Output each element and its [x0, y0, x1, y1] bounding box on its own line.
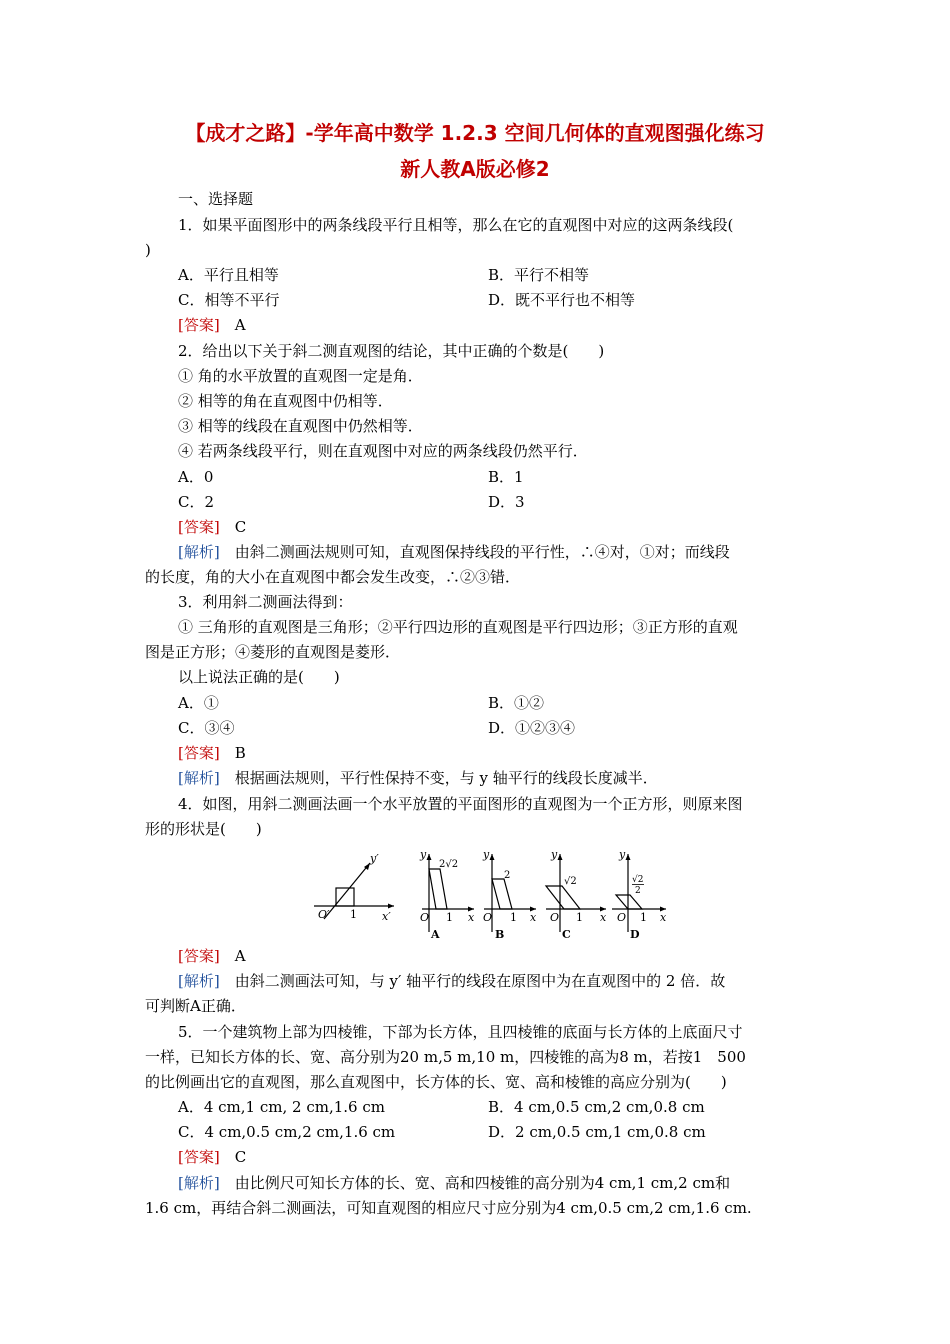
- q2-option-c: C．2: [178, 493, 215, 511]
- c-length-label: √2: [564, 876, 577, 887]
- q5-answer: [178, 1146, 246, 1168]
- q3-option-c: C．③④: [178, 719, 235, 737]
- q3-answer-value: B: [234, 744, 246, 762]
- q5-option-d: D．2 cm,0.5 cm,1 cm,0.8 cm: [488, 1123, 706, 1141]
- q5-option-c: C．4 cm,0.5 cm,2 cm,1.6 cm: [178, 1123, 396, 1141]
- q4-answer-value: A: [234, 947, 246, 965]
- q3-ask: 以上说法正确的是( ): [178, 668, 340, 686]
- page-title: 【成才之路】-学年高中数学 1.2.3 空间几何体的直观图强化练习: [185, 121, 765, 145]
- q1-answer: [178, 314, 246, 336]
- q5-option-a: A．4 cm,1 cm, 2 cm,1.6 cm: [178, 1098, 385, 1116]
- b-y-label: y: [483, 848, 490, 861]
- caption-d: D: [630, 928, 640, 941]
- q2-option-d: D．3: [488, 493, 525, 511]
- q4-answer: [178, 945, 246, 967]
- c-y-arrow: [558, 854, 563, 860]
- q2-answer-value: C: [234, 518, 247, 536]
- answer-label: [答案]: [178, 744, 220, 762]
- q5-answer-value: C: [234, 1148, 247, 1166]
- a-parallelogram: [429, 869, 447, 909]
- q2-analysis: [178, 541, 730, 563]
- q5-stem: 5．一个建筑物上部为四棱锥，下部为长方体，且四棱锥的底面与长方体的上底面尺寸: [178, 1023, 743, 1041]
- a-y-label: y: [420, 848, 427, 861]
- q2-analysis-text: 由斜二测画法规则可知，直观图保持线段的平行性，∴④对，①对；而线段: [234, 543, 730, 561]
- a-one-label: 1: [446, 911, 453, 924]
- d-parallelogram: [616, 895, 642, 909]
- q5-stem-cont: 一样，已知长方体的长、宽、高分别为20 m,5 m,10 m，四棱锥的高为8 m，若按1 500: [145, 1048, 746, 1066]
- b-length-label: 2: [504, 870, 511, 881]
- q3-answer: [178, 742, 246, 764]
- q1-stem-cont: ): [145, 241, 151, 259]
- b-one-label: 1: [510, 911, 517, 924]
- q1-option-c: C．相等不平行: [178, 291, 280, 309]
- answer-label: [答案]: [178, 947, 220, 965]
- d-origin-label: O: [617, 911, 627, 924]
- q1-option-b: B．平行不相等: [488, 266, 590, 284]
- page-subtitle: 新人教A版必修2: [400, 157, 550, 181]
- b-x-label: x: [530, 911, 537, 924]
- b-y-arrow: [490, 854, 495, 860]
- main-x-label: x′: [382, 910, 391, 923]
- b-parallelogram: [492, 879, 512, 909]
- q2-option-b: B．1: [488, 468, 524, 486]
- section-heading: 一、选择题: [178, 190, 254, 208]
- a-length-label: 2√2: [439, 859, 459, 870]
- d-one-label: 1: [640, 911, 647, 924]
- q1-stem: 1．如果平面图形中的两条线段平行且相等，那么在它的直观图中对应的这两条线段(: [178, 216, 734, 234]
- answer-label: [答案]: [178, 1148, 220, 1166]
- c-one-label: 1: [576, 911, 583, 924]
- q2-stem: 2．给出以下关于斜二测直观图的结论，其中正确的个数是( ): [178, 342, 605, 360]
- q2-statement-2: ② 相等的角在直观图中仍相等．: [178, 392, 393, 410]
- c-parallelogram: [546, 886, 580, 909]
- answer-label: [答案]: [178, 518, 220, 536]
- d-x-label: x: [660, 911, 667, 924]
- q3-option-a: A．①: [178, 694, 219, 712]
- main-square: [336, 888, 354, 906]
- d-length-denominator: 2: [635, 886, 641, 896]
- b-origin-label: O: [483, 911, 493, 924]
- q5-analysis-cont: 1.6 cm，再结合斜二测画法，可知直观图的相应尺寸应分别为4 cm,0.5 cm,2 cm,1.6 cm.: [145, 1199, 752, 1217]
- q4-analysis-text: 由斜二测画法可知，与 y′ 轴平行的线段在原图中为在直观图中的 2 倍．故: [234, 972, 726, 990]
- q3-option-d: D．①②③④: [488, 719, 576, 737]
- analysis-label: [解析]: [178, 972, 220, 990]
- q5-stem-cont2: 的比例画出它的直观图，那么直观图中，长方体的长、宽、高和棱锥的高应分别为( ): [145, 1073, 727, 1091]
- q4-stem-cont: 形的形状是( ): [145, 820, 262, 838]
- analysis-label: [解析]: [178, 543, 220, 561]
- q4-analysis-cont: 可判断A正确．: [145, 997, 246, 1015]
- analysis-label: [解析]: [178, 1174, 220, 1192]
- analysis-label: [解析]: [178, 769, 220, 787]
- caption-c: C: [562, 928, 571, 941]
- q3-statements: ① 三角形的直观图是三角形；②平行四边形的直观图是平行四边形；③正方形的直观: [178, 618, 738, 636]
- d-y-arrow: [626, 854, 631, 860]
- q1-option-a: A．平行且相等: [178, 266, 279, 284]
- q3-stem: 3．利用斜二测画法得到：: [178, 593, 353, 611]
- caption-b: B: [495, 928, 505, 941]
- q3-statements-cont: 图是正方形；④菱形的直观图是菱形．: [145, 643, 401, 661]
- a-origin-label: O: [420, 911, 430, 924]
- main-origin-label: O′: [318, 908, 330, 921]
- q2-statement-1: ① 角的水平放置的直观图一定是角．: [178, 367, 423, 385]
- q5-analysis: [178, 1172, 730, 1194]
- q4-stem: 4．如图，用斜二测画法画一个水平放置的平面图形的直观图为一个正方形，则原来图: [178, 795, 743, 813]
- main-x-arrow: [388, 904, 394, 909]
- q3-analysis: [178, 767, 658, 789]
- c-origin-label: O: [550, 911, 560, 924]
- q1-option-d: D．既不平行也不相等: [488, 291, 636, 309]
- main-y-label: y′: [370, 852, 379, 865]
- answer-label: [答案]: [178, 316, 220, 334]
- q5-option-b: B．4 cm,0.5 cm,2 cm,0.8 cm: [488, 1098, 705, 1116]
- d-y-label: y: [619, 848, 626, 861]
- q2-statement-3: ③ 相等的线段在直观图中仍然相等．: [178, 417, 423, 435]
- q2-option-a: A．0: [178, 468, 214, 486]
- a-x-label: x: [468, 911, 475, 924]
- main-one-label: 1: [350, 908, 357, 921]
- q3-analysis-text: 根据画法规则，平行性保持不变，与 y 轴平行的线段长度减半．: [234, 769, 658, 787]
- c-y-label: y: [551, 848, 558, 861]
- q2-analysis-cont: 的长度，角的大小在直观图中都会发生改变，∴②③错．: [145, 568, 521, 586]
- q5-analysis-text: 由比例尺可知长方体的长、宽、高和四棱锥的高分别为4 cm,1 cm,2 cm和: [234, 1174, 731, 1192]
- main-y-axis: [324, 863, 370, 919]
- q2-answer: [178, 516, 246, 538]
- q2-statement-4: ④ 若两条线段平行，则在直观图中对应的两条线段仍然平行．: [178, 442, 588, 460]
- q4-analysis: [178, 970, 725, 992]
- q3-option-b: B．①②: [488, 694, 545, 712]
- q4-figure: [312, 846, 672, 942]
- a-y-arrow: [427, 854, 432, 860]
- caption-a: A: [431, 928, 440, 941]
- q1-answer-value: A: [234, 316, 246, 334]
- d-length-numerator: √2: [632, 875, 644, 885]
- c-x-label: x: [600, 911, 607, 924]
